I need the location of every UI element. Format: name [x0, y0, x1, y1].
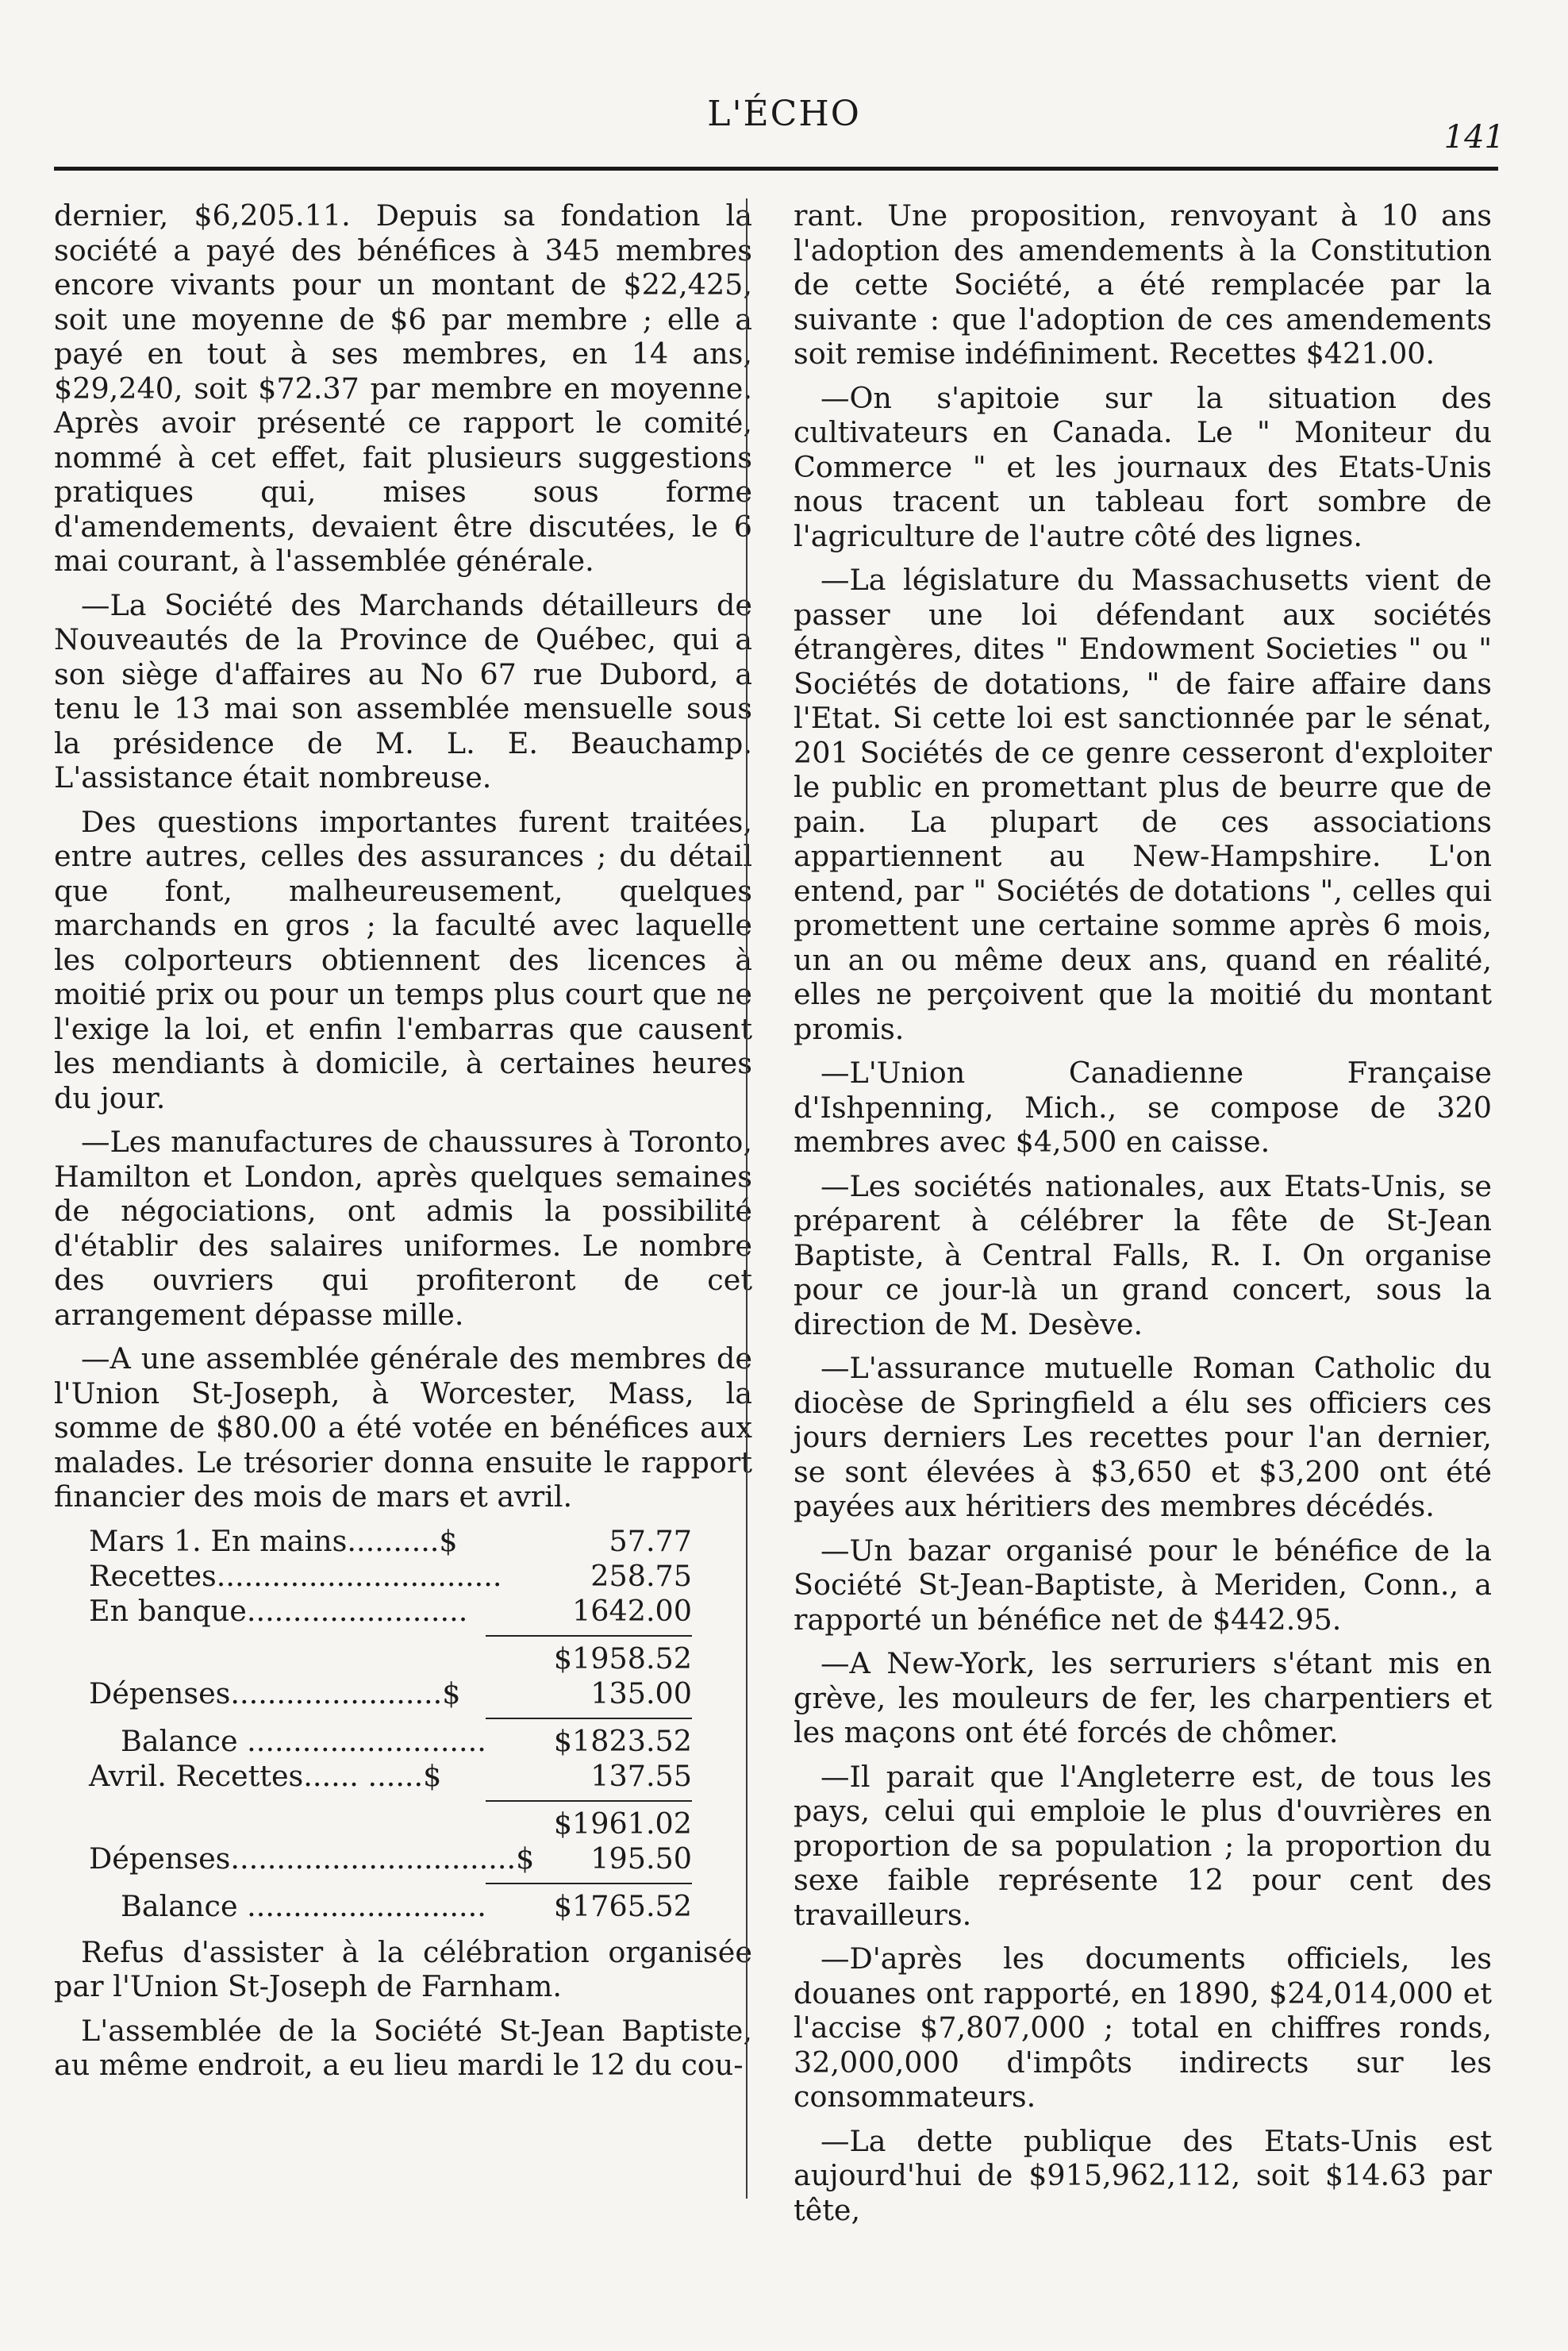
ledger-label: Balance .......................... — [121, 1888, 486, 1923]
ledger-row — [89, 1759, 692, 1794]
paragraph: rant. Une proposition, renvoyant à 10 ans l'adoption des amendements à la Constitution de cette Société, a été remplacée par la suivante : que l'adoption de ces amendements soit remise indéfiniment. Recettes $421.00. — [794, 198, 1492, 371]
paragraph: Des questions importantes furent traitées, entre autres, celles des assurances ; du détail que font, malheureusement, quelques marchands en gros ; la faculté avec laquelle les colporteurs obtiennent des licences à moitié prix ou pour un temps plus court que ne l'exige la loi, et enfin l'embarras que causent les mendiants à domicile, à certaines heures du jour. — [54, 804, 752, 1115]
ledger-subtotal: $1958.52 — [553, 1641, 692, 1676]
ledger-amount: $1823.52 — [553, 1723, 692, 1758]
ledger-label: Avril. Recettes...... ......$ — [89, 1758, 442, 1793]
ledger-label: Recettes............................... — [89, 1558, 502, 1593]
paragraph: —Un bazar organisé pour le bénéfice de la Société St-Jean-Baptiste, à Meriden, Conn., a rapporté un bénéfice net de $442.95. — [794, 1533, 1492, 1637]
ledger-row — [89, 1641, 692, 1676]
paragraph: —On s'apitoie sur la situation des cultivateurs en Canada. Le " Moniteur du Commerce " et les journaux des Etats-Unis nous tracent un tableau fort sombre de l'agriculture de l'autre côté des lignes. — [794, 380, 1492, 553]
ledger-amount: 135.00 — [590, 1676, 692, 1710]
ledger-row — [89, 1594, 692, 1629]
paragraph: —L'assurance mutuelle Roman Catholic du diocèse de Springfield a élu ses officiers ces jours derniers Les recettes pour l'an dernier, se sont élevées à $3,650 et $3,200 ont été payées aux héritiers des membres décédés. — [794, 1351, 1492, 1523]
ledger-subtotal: $1961.02 — [553, 1806, 692, 1841]
ledger-row — [89, 1724, 692, 1759]
header-rule — [54, 167, 1498, 171]
paragraph: —L'Union Canadienne Française d'Ishpenning, Mich., se compose de 320 membres avec $4,500 en caisse. — [794, 1056, 1492, 1159]
ledger-amount: 57.77 — [609, 1523, 692, 1558]
ledger-amount: 258.75 — [590, 1558, 692, 1593]
left-column — [54, 198, 752, 2092]
ledger-label: Dépenses...............................$ — [89, 1841, 535, 1876]
paragraph: —D'après les documents officiels, les douanes ont rapporté, en 1890, $24,014,000 et l'accise $7,807,000 ; total en chiffres ronds, 32,000,000 d'impôts indirects sur les consommateurs. — [794, 1941, 1492, 2114]
ledger-rule — [486, 1718, 692, 1719]
ledger-label: En banque........................ — [89, 1593, 468, 1628]
ledger-label: Dépenses.......................$ — [89, 1676, 461, 1710]
paragraph: —Les sociétés nationales, aux Etats-Unis, se préparent à célébrer la fête de St-Jean Baptiste, à Central Falls, R. I. On organise pour ce jour-là un grand concert, sous la direction de M. Desève. — [794, 1168, 1492, 1341]
column-divider — [746, 198, 747, 2199]
page-title: L'ÉCHO — [707, 94, 861, 134]
ledger-amount: $1765.52 — [553, 1888, 692, 1923]
ledger-row — [89, 1559, 692, 1594]
paragraph: —A New-York, les serruriers s'étant mis en grève, les mouleurs de fer, les charpentiers et les maçons ont été forcés de chômer. — [794, 1646, 1492, 1749]
paragraph: —La dette publique des Etats-Unis est aujourd'hui de $915,962,112, soit $14.63 par tête, — [794, 2123, 1492, 2227]
ledger-rule — [486, 1635, 692, 1637]
paragraph: Refus d'assister à la célébration organisée par l'Union St-Joseph de Farnham. — [54, 1934, 752, 2003]
paragraph: —Les manufactures de chaussures à Toronto, Hamilton et London, après quelques semaines de négociations, ont admis la possibilité d'établir des salaires uniformes. Le nombre des ouvriers qui profiteront de cet arrangement dépasse mille. — [54, 1125, 752, 1332]
ledger-label: Balance .......................... — [121, 1723, 486, 1758]
paragraph: —Il parait que l'Angleterre est, de tous les pays, celui qui emploie le plus d'ouvrières en proportion de sa population ; la proportion du sexe faible représente 12 pour cent des travailleurs. — [794, 1759, 1492, 1932]
ledger-row — [89, 1889, 692, 1924]
ledger-rule — [486, 1800, 692, 1802]
ledger-amount: 195.50 — [590, 1841, 692, 1876]
right-column — [794, 198, 1492, 2237]
paragraph: —A une assemblée générale des membres de l'Union St-Joseph, à Worcester, Mass, la somme de $80.00 a été votée en bénéfices aux malades. Le trésorier donna ensuite le rapport financier des mois de mars et avril. — [54, 1341, 752, 1514]
paragraph: —La Société des Marchands détailleurs de Nouveautés de la Province de Québec, qui a son siège d'affaires au No 67 rue Dubord, a tenu le 13 mai son assemblée mensuelle sous la présidence de M. L. E. Beauchamp. L'assistance était nombreuse. — [54, 587, 752, 795]
ledger-row — [89, 1807, 692, 1841]
ledger-row — [89, 1676, 692, 1711]
ledger-amount: 1642.00 — [572, 1593, 692, 1628]
ledger-row — [89, 1841, 692, 1876]
ledger-rule — [486, 1883, 692, 1884]
paragraph: L'assemblée de la Société St-Jean Baptiste, au même endroit, a eu lieu mardi le 12 du cou- — [54, 2013, 752, 2082]
financial-ledger — [89, 1524, 692, 1924]
ledger-amount: 137.55 — [590, 1758, 692, 1793]
page-number: 141 — [1443, 119, 1505, 156]
paragraph: —La législature du Massachusetts vient de passer une loi défendant aux sociétés étrangères, dites " Endowment Societies " ou " Sociétés de dotations, " de faire affaire dans l'Etat. Si cette loi est sanctionnée par le sénat, 201 Sociétés de ce genre cesseront d'exploiter le public en promettant plus de beurre que de pain. La plupart de ces associations appartiennent au New-Hampshire. L'on entend, par " Sociétés de dotations ", celles qui promettent une certaine somme après 6 mois, un an ou même deux ans, quand en réalité, elles ne perçoivent que la moitié du montant promis. — [794, 563, 1492, 1046]
paragraph: dernier, $6,205.11. Depuis sa fondation la société a payé des bénéfices à 345 membres encore vivants pour un montant de $22,425, soit une moyenne de $6 par membre ; elle a payé en tout à ses membres, en 14 ans, $29,240, soit $72.37 par membre en moyenne. Après avoir présenté ce rapport le comité, nommé à cet effet, fait plusieurs suggestions pratiques qui, mises sous forme d'amendements, devaient être discutées, le 6 mai courant, à l'assemblée générale. — [54, 198, 752, 578]
ledger-row — [89, 1524, 692, 1559]
ledger-label: Mars 1. En mains..........$ — [89, 1523, 458, 1558]
